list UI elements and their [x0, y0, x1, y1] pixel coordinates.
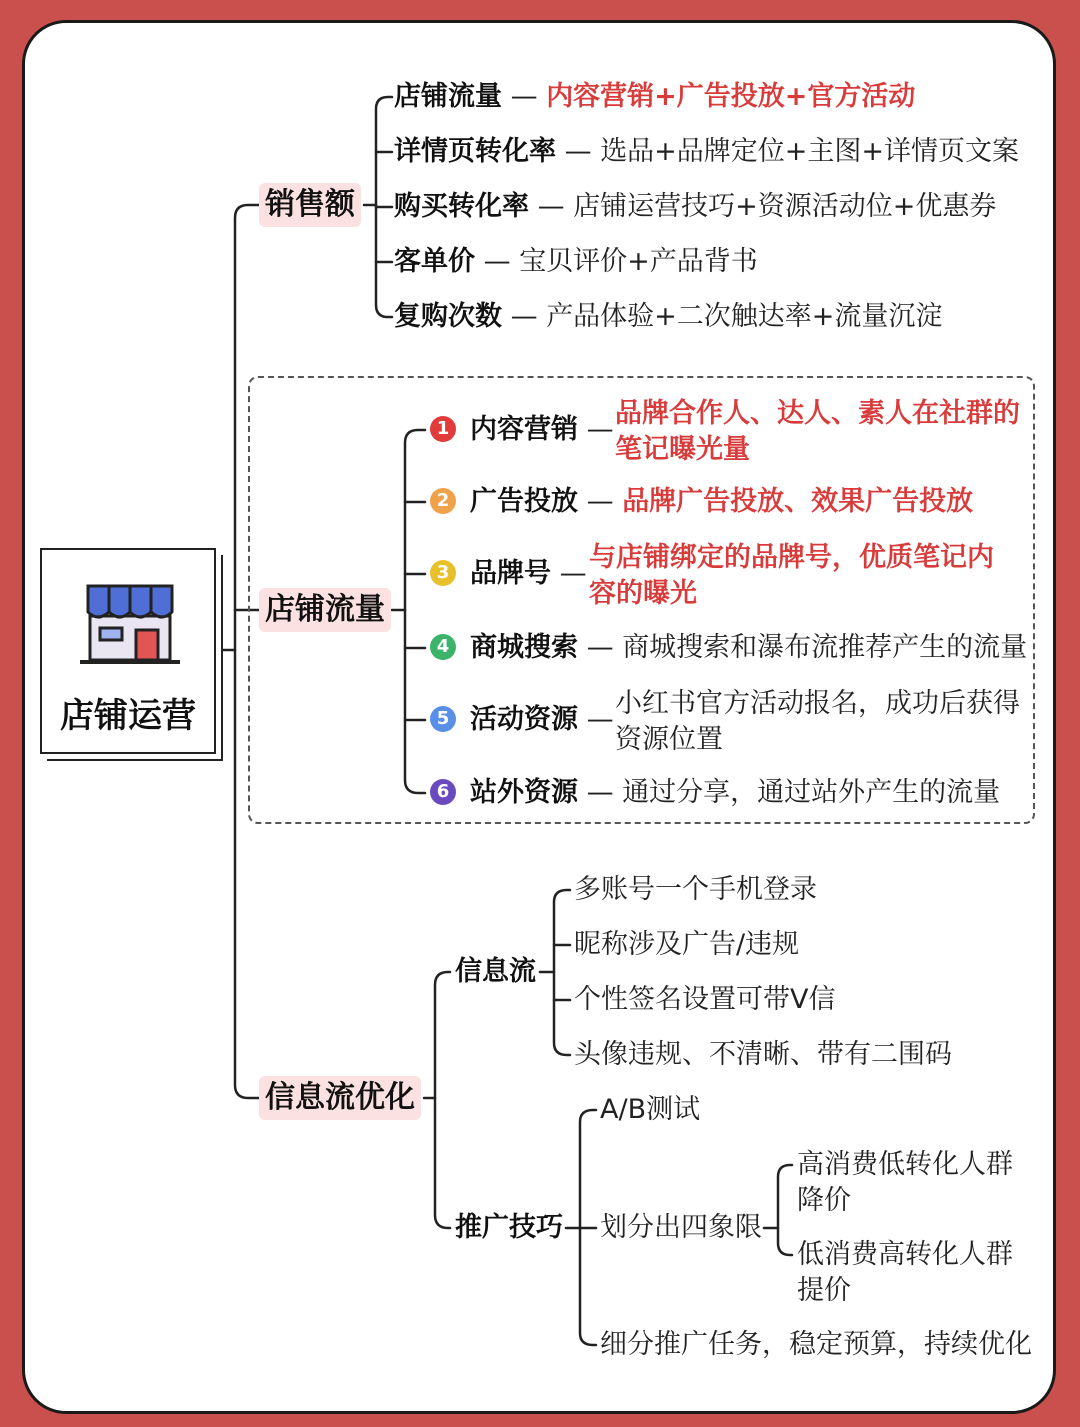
promo-label: 推广技巧: [455, 1212, 563, 1243]
sales-item: 详情页转化率 — 选品+品牌定位+主图+详情页文案: [394, 136, 1020, 167]
number-badge: 4: [430, 634, 456, 660]
traffic-item-value: 品牌合作人、达人、素人在社群的笔记曝光量: [615, 398, 1020, 465]
promo-item-ab: A/B测试: [600, 1094, 701, 1125]
traffic-item-key: 品牌号 —: [470, 558, 587, 589]
quadrant-item: 低消费高转化人群提价: [797, 1239, 1013, 1306]
sales-item: 购买转化率 — 店铺运营技巧+资源活动位+优惠券: [394, 191, 997, 222]
promo-item-last: 细分推广任务，稳定预算，持续优化: [600, 1329, 1032, 1360]
quadrant-item: 高消费低转化人群降价: [797, 1149, 1013, 1216]
traffic-item-value: 小红书官方活动报名，成功后获得资源位置: [615, 688, 1020, 755]
branch-sales: 销售额: [259, 183, 361, 227]
info-flow-item: 多账号一个手机登录: [574, 874, 817, 905]
info-flow-label: 信息流: [455, 956, 536, 987]
number-badge: 6: [430, 779, 456, 805]
storefront-icon: [80, 578, 180, 668]
traffic-item-value: 与店铺绑定的品牌号，优质笔记内容的曝光: [589, 542, 994, 609]
info-flow-item: 头像违规、不清晰、带有二围码: [574, 1039, 952, 1070]
number-badge: 5: [430, 706, 456, 732]
branch-feed: 信息流优化: [259, 1076, 421, 1120]
root-node: [40, 548, 216, 754]
number-badge: 1: [430, 416, 456, 442]
number-badge: 2: [430, 488, 456, 514]
branch-traffic: 店铺流量: [259, 588, 391, 632]
traffic-item: 广告投放 — 品牌广告投放、效果广告投放: [470, 486, 974, 517]
info-flow-item: 个性签名设置可带V信: [574, 984, 836, 1015]
sales-item: 复购次数 — 产品体验+二次触达率+流量沉淀: [394, 301, 943, 332]
traffic-item: 商城搜索 — 商城搜索和瀑布流推荐产生的流量: [470, 632, 1028, 663]
sales-item: 客单价 — 宝贝评价+产品背书: [394, 246, 758, 277]
traffic-item-key: 活动资源 —: [470, 704, 614, 735]
info-flow-item: 昵称涉及广告/违规: [574, 929, 800, 960]
traffic-item: 站外资源 — 通过分享，通过站外产生的流量: [470, 777, 1001, 808]
root-label: 店铺运营: [60, 696, 196, 736]
traffic-item-key: 内容营销 —: [470, 414, 614, 445]
promo-item-quadrant: 划分出四象限: [600, 1212, 762, 1243]
sales-item: 店铺流量 — 内容营销+广告投放+官方活动: [394, 81, 916, 112]
number-badge: 3: [430, 560, 456, 586]
